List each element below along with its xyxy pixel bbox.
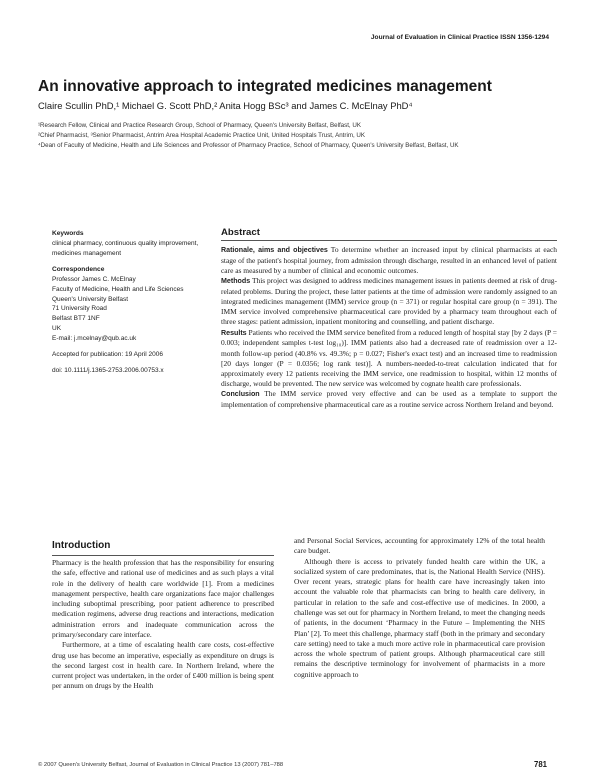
correspondence-university: Queen's University Belfast (52, 295, 129, 303)
abstract-body (221, 245, 557, 410)
correspondence-faculty: Faculty of Medicine, Health and Life Sciences (52, 285, 184, 293)
author-list: Claire Scullin PhD,¹ Michael G. Scott PhD,² Anita Hogg BSc³ and James C. McElnay PhD⁴ (38, 100, 413, 111)
introduction-heading: Introduction (52, 540, 111, 551)
abstract-rationale-text: To determine whether an increased input by clinical pharmacists at each stage of the patient's hospital journey, from admission through discharge, resulted in an enhanced level of patient care as measured by a number of clinical and economic outcomes. (221, 245, 557, 275)
abstract-conclusion (221, 389, 557, 410)
footer-copyright: © 2007 Queen's University Belfast, Journal of Evaluation in Clinical Practice 13 (2007) 781–788 (38, 762, 284, 768)
abstract-conclusion-text: The IMM service proved very effective and can be used as a template to support the implementation of comprehensive pharmaceutical care as a routine service across Northern Ireland and beyond. (221, 389, 557, 410)
correspondence-name: Professor James C. McElnay (52, 275, 136, 283)
abstract-methods (221, 276, 557, 328)
correspondence-email[interactable]: E-mail: j.mcelnay@qub.ac.uk (52, 335, 137, 343)
keywords: clinical pharmacy, continuous quality improvement, medicines management (52, 240, 199, 257)
doi[interactable]: doi: 10.1111/j.1365-2753.2006.00753.x (52, 366, 164, 374)
correspondence-country: UK (52, 325, 62, 333)
accepted-date: Accepted for publication: 19 April 2006 (52, 350, 163, 358)
page-number: 781 (533, 760, 547, 769)
article-info-sidebar (52, 229, 207, 376)
introduction-divider (52, 555, 274, 556)
body-paragraph: and Personal Social Services, accounting for approximately 12% of the total health care budget. (294, 536, 545, 556)
body-column-right (294, 536, 545, 680)
affiliation-1: ¹Research Fellow, Clinical and Practice Research Group, School of Pharmacy, Queen's University Belfast, Belfast, UK (38, 122, 361, 129)
body-paragraph: Furthermore, at a time of escalating health care costs, cost-effective drug use has become an imperative, especially as expenditure on drugs is the second largest cost in health care. In Northern Ireland, where the current project was undertaken, in the order of £400 million is being spent per annum on drugs by the Health (52, 640, 274, 691)
affiliations (38, 121, 558, 151)
keywords-label: Keywords (52, 230, 84, 237)
abstract-methods-text: This project was designed to address medicines management issues in patients deemed at risk of drug-related problems. During the project, these latter patients at the time of admission were randomly assigned to an integrated medicines management (IMM) service group (n = 371) or regular hospital care group (n = 391). The IMM service involved comprehensive pharmaceutical care provided by a pharmacy team throughout each of three stages: patient admission, inpatient monitoring and counselling, and patient discharge. (221, 276, 557, 327)
abstract-results-text: Patients who received the IMM service benefited from a reduced length of hospital stay [by 2 days (P = 0.003; independent samples t-test log₁₀)]. IMM patients also had a decreased rate of readmission over a 12-month follow-up period (40.8% vs. 49.3%; p = 0.027; Fisher's exact test) and an increased time to readmission [20 days longer (P = 0.0356; log rank test)]. A numbers-needed-to-treat calculation indicated that for approximately every 12 patients receiving the IMM service, one readmission to hospital, within 12 months of discharge, would be prevented. The new service was welcomed by cognate health care professionals. (221, 327, 557, 389)
abstract-conclusion-label: Conclusion (221, 390, 260, 399)
body-column-left (52, 558, 274, 692)
affiliation-3: ⁴Dean of Faculty of Medicine, Health and Life Sciences and Professor of Pharmacy Practice, School of Pharmacy, Queen's University Belfast, Belfast, UK (38, 141, 459, 149)
affiliation-2: ²Chief Pharmacist, ³Senior Pharmacist, Antrim Area Hospital Academic Practice Unit, United Hospitals Trust, Antrim, UK (38, 131, 366, 139)
abstract-heading: Abstract (221, 227, 260, 238)
journal-header: Journal of Evaluation in Clinical Practice ISSN 1356-1294 (370, 34, 549, 41)
correspondence-label: Correspondence (52, 265, 105, 273)
abstract-rationale-label: Rationale, aims and objectives (221, 246, 328, 254)
abstract-rationale (221, 245, 557, 276)
abstract-results (221, 328, 557, 390)
body-paragraph: Although there is access to privately funded health care within the UK, a socialized system of care predominates, that is, the National Health Service (NHS). Over recent years, strategic plans for health care have increasingly taken into account the valuable role that pharmacists can bring to health care delivery, in particular in relation to the safe and cost-effective use of medicines. In 2000, a challenge was set out for pharmacy in Northern Ireland, to meet the changing needs of patients, in the document ‘Pharmacy in the Future – Implementing the NHS Plan’ [2]. To meet this challenge, pharmacy staff (both in the primary and secondary care setting) need to take a much more active role in pharmaceutical care provision across the whole spectrum of patient groups. Although pharmaceutical care still remains the descriptive terminology for involvement of pharmacists in a more cognitive approach to (294, 556, 545, 679)
abstract-results-label: Results (221, 328, 247, 337)
correspondence-street: 71 University Road (52, 305, 107, 313)
abstract-divider (221, 240, 557, 241)
body-paragraph: Pharmacy is the health profession that has the responsibility for ensuring the safe, effective and rational use of medicines and as such plays a vital role in the delivery of health care worldwide [1]. From a medicines management perspective, health care organizations face major challenges including suboptimal prescribing, poor patient adherence to prescribed medication regimens, adverse drug reactions and interactions, medication administration errors and inadequate communication across the primary/secondary care interface. (52, 558, 274, 639)
paper-title: An innovative approach to integrated medicines management (38, 78, 492, 95)
correspondence-city: Belfast BT7 1NF (52, 315, 100, 323)
abstract-methods-label: Methods (221, 277, 251, 286)
